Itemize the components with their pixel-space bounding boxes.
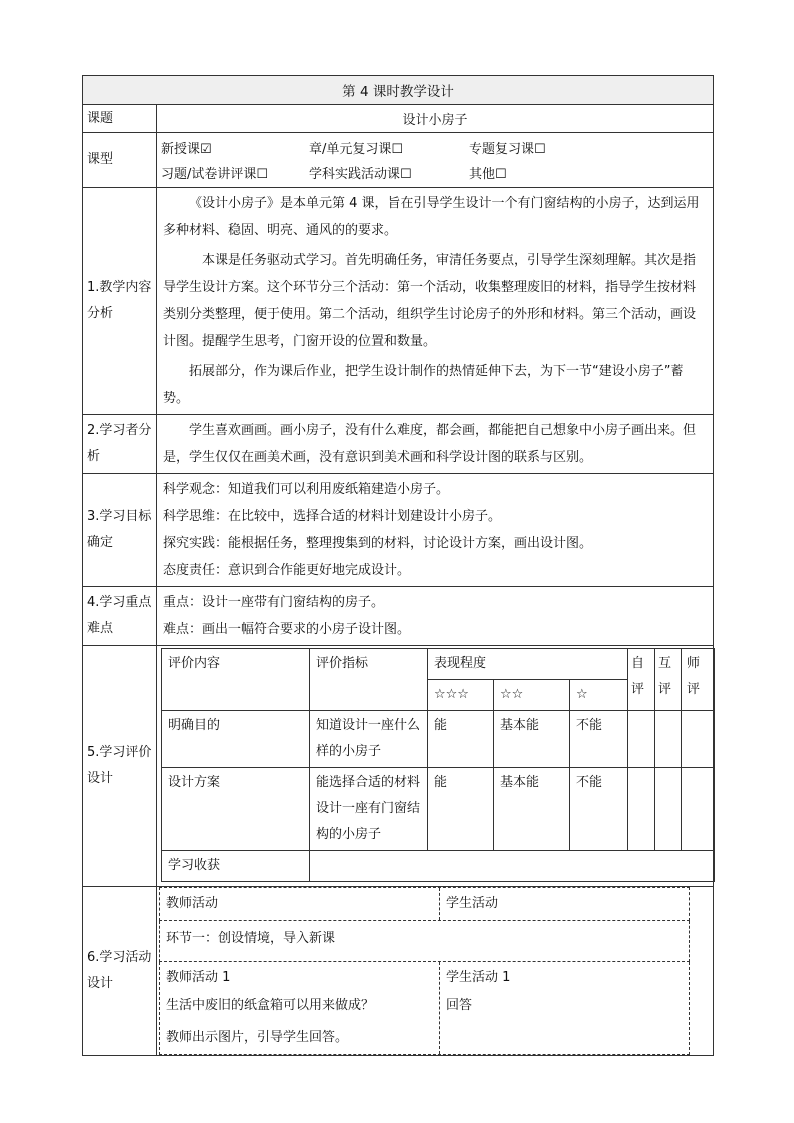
header-teacher: 师评 <box>682 649 715 711</box>
activities-table <box>159 887 690 1055</box>
goals-label: 3.学习目标确定 <box>83 474 157 587</box>
eval-self-cell[interactable] <box>628 711 655 768</box>
content-analysis-label: 1.教学内容分析 <box>83 188 157 415</box>
content-analysis-row <box>83 188 714 415</box>
title-row <box>83 76 714 105</box>
key-point: 重点：设计一座带有门窗结构的房子。 <box>163 595 385 610</box>
stars-three: ☆☆☆ <box>428 680 494 711</box>
student-activity-1-text: 回答 <box>446 998 473 1013</box>
activities-row <box>83 887 714 1056</box>
eval-content: 明确目的 <box>162 711 310 768</box>
harvest-cell[interactable] <box>310 851 715 882</box>
lesson-plan-table <box>82 75 714 1056</box>
learner-analysis-row <box>83 415 714 474</box>
evaluation-row <box>83 646 714 887</box>
eval-self-cell[interactable] <box>628 768 655 851</box>
eval-peer-cell[interactable] <box>655 711 682 768</box>
eval-teacher-cell[interactable] <box>682 768 715 851</box>
eval-indicator: 知道设计一座什么样的小房子 <box>310 711 428 768</box>
lesson-type-label: 课型 <box>83 133 157 188</box>
eval-level-2: 基本能 <box>494 768 570 851</box>
eval-peer-cell[interactable] <box>655 768 682 851</box>
evaluation-harvest-row <box>162 851 715 882</box>
activities-header-row <box>159 887 690 921</box>
student-activity-1-title: 学生活动 1 <box>446 970 511 985</box>
option-practice-activity[interactable]: 学科实践活动课☐ <box>309 167 412 182</box>
harvest-label: 学习收获 <box>162 851 310 882</box>
content-analysis-p1: 《设计小房子》是本单元第 4 课，旨在引导学生设计一个有门窗结构的小房子，达到运用多种材料、稳固、明亮、通风的的要求。 <box>163 196 700 238</box>
header-level: 表现程度 <box>428 649 628 680</box>
evaluation-label: 5.学习评价设计 <box>83 646 157 887</box>
teacher-activity-1-title: 教师活动 1 <box>166 970 231 985</box>
goal-thinking: 科学思维：在比较中，选择合适的材料计划建设计小房子。 <box>163 509 502 524</box>
option-exercise-review[interactable]: 习题/试卷讲评课☐ <box>161 167 269 182</box>
evaluation-header-row <box>162 649 715 680</box>
stage-row <box>159 921 690 962</box>
topic-label: 课题 <box>83 105 157 133</box>
student-activity-header: 学生活动 <box>446 896 499 911</box>
goal-attitude: 态度责任：意识到合作能更好地完成设计。 <box>163 563 411 578</box>
stars-two: ☆☆ <box>494 680 570 711</box>
difficult-point: 难点：画出一幅符合要求的小房子设计图。 <box>163 622 411 637</box>
teacher-activity-1-line-2: 教师出示图片，引导学生回答。 <box>166 1030 349 1045</box>
option-new-lesson[interactable]: 新授课☑ <box>161 142 212 157</box>
stage-one-title: 环节一：创设情境，导入新课 <box>166 931 336 946</box>
evaluation-row-plan <box>162 768 715 851</box>
content-analysis-p3: 拓展部分，作为课后作业，把学生设计制作的热情延伸下去，为下一节“建设小房子”蓄势。 <box>163 364 684 406</box>
lesson-type-options <box>161 135 709 185</box>
stars-one: ☆ <box>570 680 628 711</box>
learner-analysis-text: 学生喜欢画画。画小房子，没有什么难度，都会画，都能把自己想象中小房子画出来。但是，学生仅仅在画美术画，没有意识到美术画和科学设计图的联系与区别。 <box>163 423 697 465</box>
lesson-plan-document <box>82 75 713 1056</box>
option-unit-review[interactable]: 章/单元复习课☐ <box>309 142 404 157</box>
learner-analysis-label: 2.学习者分析 <box>83 415 157 474</box>
header-content: 评价内容 <box>162 649 310 711</box>
evaluation-row-purpose <box>162 711 715 768</box>
header-indicator: 评价指标 <box>310 649 428 711</box>
activities-label: 6.学习活动设计 <box>83 887 157 1056</box>
option-topic-review[interactable]: 专题复习课☐ <box>469 142 546 157</box>
eval-level-1: 不能 <box>570 768 628 851</box>
lesson-type-row <box>83 133 714 188</box>
teacher-activity-1-line-1: 生活中废旧的纸盒箱可以用来做成？ <box>166 998 375 1013</box>
activity-1-row <box>159 962 690 1055</box>
goal-practice: 探究实践：能根据任务，整理搜集到的材料，讨论设计方案，画出设计图。 <box>163 536 593 551</box>
eval-indicator: 能选择合适的材料设计一座有门窗结构的小房子 <box>310 768 428 851</box>
goal-concept: 科学观念：知道我们可以利用废纸箱建造小房子。 <box>163 482 450 497</box>
eval-level-1: 不能 <box>570 711 628 768</box>
key-points-row <box>83 587 714 646</box>
eval-level-3: 能 <box>428 768 494 851</box>
header-peer: 互评 <box>655 649 682 711</box>
eval-content: 设计方案 <box>162 768 310 851</box>
evaluation-table <box>161 648 715 882</box>
eval-level-2: 基本能 <box>494 711 570 768</box>
goals-row <box>83 474 714 587</box>
document-title: 第 4 课时教学设计 <box>83 76 714 105</box>
key-points-label: 4.学习重点难点 <box>83 587 157 646</box>
topic-value: 设计小房子 <box>157 105 714 133</box>
content-analysis-p2: 本课是任务驱动式学习。首先明确任务，审清任务要点，引导学生深刻理解。其次是指导学生设计方案。这个环节分三个活动：第一个活动，收集整理废旧的材料，指导学生按材料类别分类整理，便于使用。第二个活动，组织学生讨论房子的外形和材料。第三个活动，画设计图。提醒学生思考，门窗开设的位置和数量。 <box>163 253 697 349</box>
teacher-activity-header: 教师活动 <box>160 888 440 920</box>
eval-level-3: 能 <box>428 711 494 768</box>
header-self: 自评 <box>628 649 655 711</box>
option-other[interactable]: 其他☐ <box>469 167 507 182</box>
topic-row <box>83 105 714 133</box>
eval-teacher-cell[interactable] <box>682 711 715 768</box>
